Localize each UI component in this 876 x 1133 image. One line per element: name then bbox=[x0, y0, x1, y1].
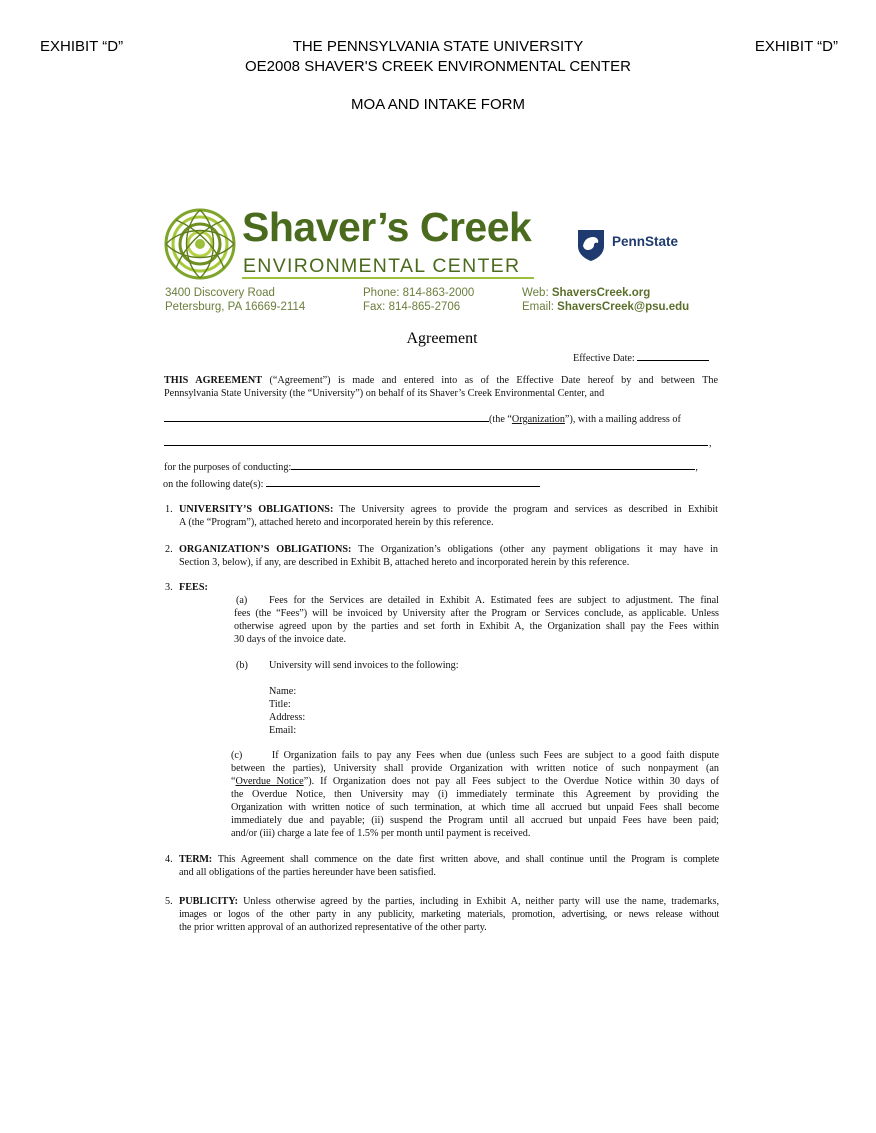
section-1-line-1: The University agrees to provide the program and services as described in Exhibit bbox=[339, 504, 718, 515]
fees-c-line-4: the Overdue Notice, then University may (i) immediately terminate this Agreement by providing the bbox=[231, 789, 719, 800]
course-title: OE2008 SHAVER'S CREEK ENVIRONMENTAL CENTER bbox=[244, 58, 631, 75]
fees-c-line-2: between the parties), University shall provide Organization with written notice of such nonpayment (an bbox=[231, 763, 719, 774]
invoice-address-label: Address: bbox=[269, 712, 306, 723]
form-title: MOA AND INTAKE FORM bbox=[351, 96, 525, 113]
fees-c-line-3-text: ”). If Organization does not pay all Fees subject to the Overdue Notice within 30 days of bbox=[303, 776, 719, 787]
dates-row bbox=[163, 476, 540, 491]
org-prefix: (the “ bbox=[489, 414, 512, 425]
intro-paragraph bbox=[164, 374, 718, 400]
section-2 bbox=[179, 543, 718, 569]
section-5-number: 5. bbox=[165, 896, 173, 907]
fees-c-line-7: and/or (iii) charge a late fee of 1.5% per month until payment is received. bbox=[231, 828, 531, 839]
exhibit-label-right: EXHIBIT “D” bbox=[754, 38, 838, 55]
section-5 bbox=[179, 895, 719, 934]
agreement-title: Agreement bbox=[406, 330, 478, 347]
address-line-1: 3400 Discovery Road bbox=[165, 287, 275, 299]
section-5-line-1: Unless otherwise agreed by the parties, including in Exhibit A, neither party will use the name, trademarks, bbox=[243, 896, 719, 907]
purposes-field[interactable] bbox=[291, 459, 695, 470]
address-comma: , bbox=[709, 438, 712, 449]
section-4-line-2: and all obligations of the parties hereunder have been satisfied. bbox=[179, 867, 436, 878]
section-2-line-2: Section 3, below), if any, are described in Exhibit B, attached hereto and incorporated herein by this reference. bbox=[179, 557, 630, 568]
fees-a-paragraph bbox=[234, 594, 719, 646]
section-4 bbox=[179, 853, 719, 879]
web-value: ShaversCreek.org bbox=[551, 287, 651, 299]
section-2-number: 2. bbox=[165, 544, 173, 555]
email-value: ShaversCreek@psu.edu bbox=[557, 301, 690, 313]
invoice-title-label: Title: bbox=[269, 699, 291, 710]
exhibit-label-left: EXHIBIT “D” bbox=[40, 38, 124, 55]
brand-divider bbox=[242, 277, 534, 279]
section-4-line-1: This Agreement shall commence on the date first written above, and shall continue until the Program is complete bbox=[217, 854, 719, 865]
effective-date-label: Effective Date: bbox=[573, 353, 635, 364]
organization-row bbox=[164, 411, 681, 426]
fees-a-line-4: 30 days of the invoice date. bbox=[234, 634, 347, 645]
organization-name-field[interactable] bbox=[164, 411, 489, 422]
intro-bold: THIS AGREEMENT bbox=[164, 375, 263, 386]
intro-line-2: Pennsylvania State University (the “University”) on behalf of its Shaver’s Creek Environmental Center, and bbox=[164, 388, 605, 399]
fees-b-text: University will send invoices to the following: bbox=[269, 660, 459, 671]
section-3-number: 3. bbox=[165, 582, 173, 593]
contact-address bbox=[165, 286, 305, 314]
mailing-address-field[interactable] bbox=[164, 445, 708, 446]
effective-date-field[interactable] bbox=[637, 350, 709, 361]
contact-web-email bbox=[522, 286, 689, 314]
section-2-heading: ORGANIZATION’S OBLIGATIONS: bbox=[179, 544, 352, 555]
email-label: Email: bbox=[522, 301, 554, 313]
university-title: THE PENNSYLVANIA STATE UNIVERSITY bbox=[292, 38, 584, 55]
section-5-heading: PUBLICITY: bbox=[179, 896, 239, 907]
fees-c-quote-open: “ bbox=[231, 776, 236, 787]
phone-label: Phone: bbox=[363, 287, 400, 299]
fees-c-line-3 bbox=[231, 775, 719, 788]
overdue-notice-term: Overdue Notice bbox=[235, 776, 304, 787]
dates-label: on the following date(s): bbox=[163, 479, 264, 490]
invoice-contact-block bbox=[269, 685, 305, 737]
section-1-number: 1. bbox=[165, 504, 173, 515]
fees-c-line-6: immediately due and payable; (ii) suspend the Program until all accrued but unpaid Fees have been paid; bbox=[231, 815, 719, 826]
pennstate-shield-icon bbox=[576, 228, 606, 262]
phone-value: 814-863-2000 bbox=[402, 287, 475, 299]
effective-date-row bbox=[573, 350, 709, 365]
pennstate-wordmark: PennState bbox=[612, 234, 679, 249]
fees-a-line-1: Fees for the Services are detailed in Exhibit A. Estimated fees are subject to adjustment. The final bbox=[269, 595, 719, 606]
purposes-label: for the purposes of conducting: bbox=[164, 462, 292, 473]
fees-a-line-3: otherwise agreed upon by the parties and set forth in Exhibit A, the Organization shall pay the Fees within bbox=[234, 621, 719, 632]
fees-b-label: (b) bbox=[236, 660, 248, 671]
fax-label: Fax: bbox=[363, 301, 386, 313]
fees-a-line-2: fees (the “Fees”) will be invoiced by University after the Program or Services conclude, as applicable. Unless bbox=[234, 608, 719, 619]
section-4-heading: TERM: bbox=[179, 854, 212, 865]
purposes-comma: , bbox=[695, 462, 698, 473]
section-5-line-2: images or logos of the other party in any publicity, marketing materials, promotion, advertising, or news release without bbox=[179, 909, 719, 920]
fees-c-line-1-text: If Organization fails to pay any Fees when due (unless such Fees are subject to a good faith dispute bbox=[271, 750, 719, 761]
fax-value: 814-865-2706 bbox=[388, 301, 461, 313]
section-5-line-3: the prior written approval of an authorized representative of the other party. bbox=[179, 922, 487, 933]
intro-line-1: (“Agreement”) is made and entered into as of the Effective Date hereof by and between The bbox=[269, 375, 719, 386]
fees-c-line-5: Organization with written notice of such termination, at which time all accrued but unpaid Fees shall become bbox=[231, 802, 719, 813]
dates-field[interactable] bbox=[266, 476, 540, 487]
section-3-heading bbox=[179, 581, 208, 594]
fees-c-line-1 bbox=[231, 749, 719, 762]
section-4-number: 4. bbox=[165, 854, 173, 865]
invoice-name-label: Name: bbox=[269, 686, 297, 697]
section-1 bbox=[179, 503, 718, 529]
brand-name: Shaver’s Creek bbox=[242, 204, 532, 250]
web-label: Web: bbox=[522, 287, 549, 299]
address-line-2: Petersburg, PA 16669-2114 bbox=[165, 301, 306, 313]
fees-c-paragraph bbox=[231, 749, 719, 840]
contact-phone-fax bbox=[363, 286, 474, 314]
purposes-row bbox=[164, 459, 698, 474]
fees-c-label: (c) bbox=[231, 750, 243, 761]
section-1-line-2: A (the “Program”), attached hereto and incorporated herein by this reference. bbox=[179, 517, 494, 528]
fees-a-label: (a) bbox=[236, 595, 248, 606]
section-2-line-1: The Organization’s obligations (other any payment obligations it may have in bbox=[358, 544, 719, 555]
brand-subtitle: ENVIRONMENTAL CENTER bbox=[243, 255, 521, 277]
org-term: Organization bbox=[511, 414, 565, 425]
invoice-email-label: Email: bbox=[269, 725, 297, 736]
org-suffix: ”), with a mailing address of bbox=[564, 414, 681, 425]
fees-heading: FEES: bbox=[179, 582, 208, 593]
shavers-creek-logo-icon bbox=[163, 207, 237, 281]
section-1-heading: UNIVERSITY’S OBLIGATIONS: bbox=[179, 504, 334, 515]
